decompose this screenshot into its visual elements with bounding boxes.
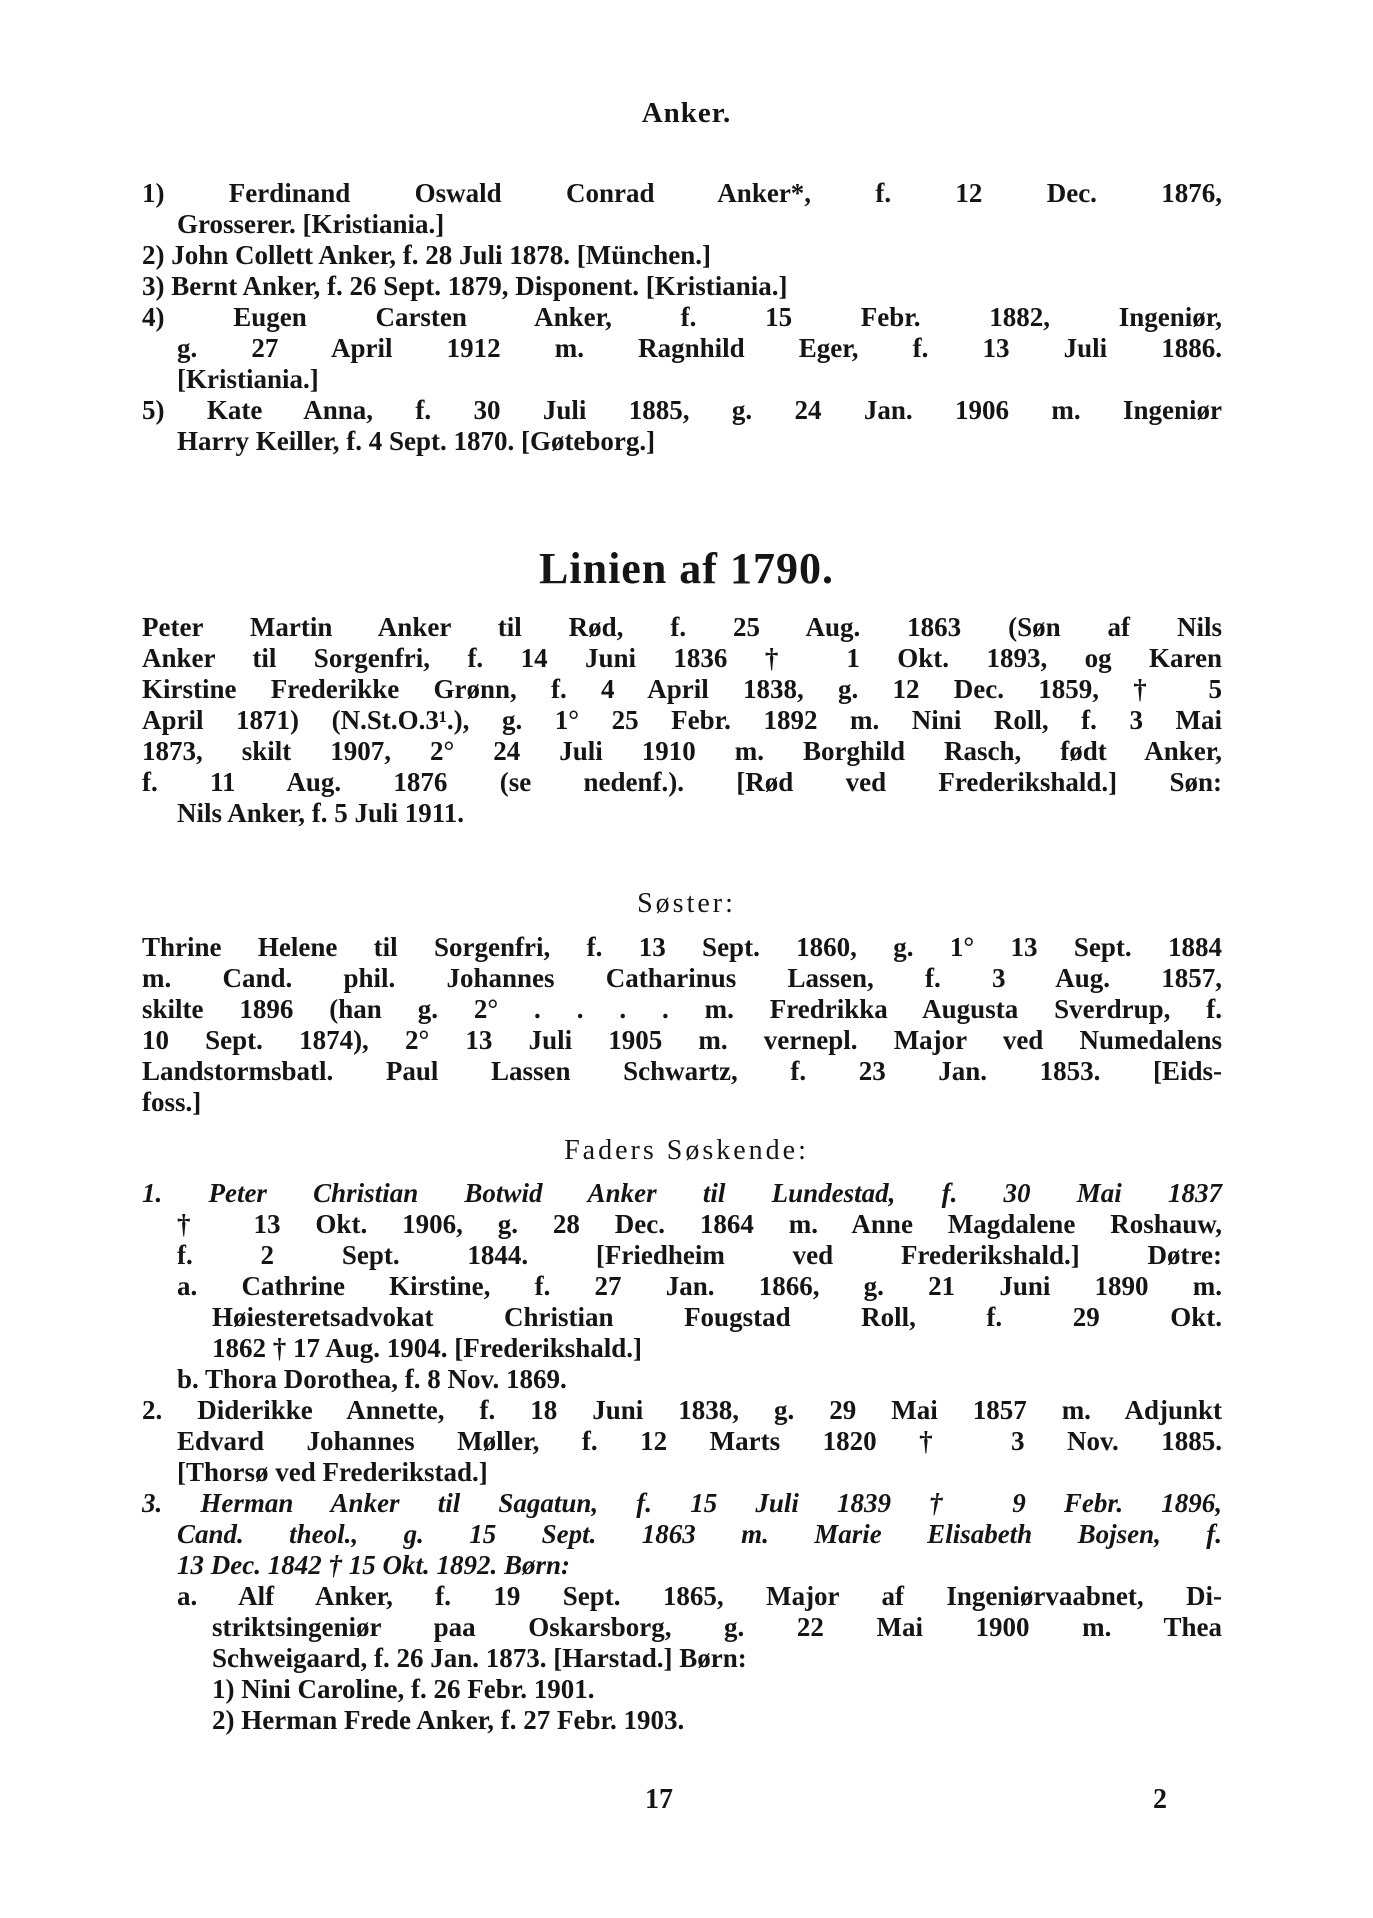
- child-entry-line: [Kristiania.]: [177, 364, 319, 394]
- soster-heading: Søster:: [637, 888, 736, 919]
- signature-mark: 2: [1153, 1784, 1167, 1815]
- main-entry-line: Kirstine Frederikke Grønn, f. 4 April 1838, g. 12 Dec. 1859, † 5: [142, 674, 1222, 704]
- page-number: 17: [645, 1784, 673, 1815]
- main-entry-line: Anker til Sorgenfri, f. 14 Juni 1836 † 1 Okt. 1893, og Karen: [142, 643, 1222, 673]
- fadersoskende-list: [142, 1178, 1222, 1736]
- sibling-line: 1862 † 17 Aug. 1904. [Frederikshald.]: [212, 1333, 643, 1363]
- sibling-line: 2. Diderikke Annette, f. 18 Juni 1838, g. 29 Mai 1857 m. Adjunkt: [142, 1395, 1222, 1425]
- page-header-title: Anker.: [641, 97, 732, 129]
- sibling-line: b. Thora Dorothea, f. 8 Nov. 1869.: [177, 1364, 567, 1394]
- main-entry: [142, 612, 1222, 829]
- sibling-line: a. Alf Anker, f. 19 Sept. 1865, Major af Ingeniørvaabnet, Di-: [177, 1581, 1222, 1611]
- child-entry-line: Grosserer. [Kristiania.]: [177, 209, 445, 239]
- main-entry-line: April 1871) (N.St.O.3¹.), g. 1° 25 Febr. 1892 m. Nini Roll, f. 3 Mai: [142, 705, 1222, 735]
- sibling-line: Cand. theol., g. 15 Sept. 1863 m. Marie Elisabeth Bojsen, f.: [177, 1519, 1222, 1549]
- soster-entry: [142, 932, 1222, 1118]
- sibling-line: Edvard Johannes Møller, f. 12 Marts 1820 † 3 Nov. 1885.: [177, 1426, 1222, 1456]
- sibling-line: a. Cathrine Kirstine, f. 27 Jan. 1866, g. 21 Juni 1890 m.: [177, 1271, 1222, 1301]
- child-entry-line: 2) John Collett Anker, f. 28 Juli 1878. [München.]: [142, 240, 712, 270]
- sibling-line: 1) Nini Caroline, f. 26 Febr. 1901.: [212, 1674, 595, 1704]
- sibling-line: 2) Herman Frede Anker, f. 27 Febr. 1903.: [212, 1705, 685, 1735]
- main-entry-line: 1873, skilt 1907, 2° 24 Juli 1910 m. Borghild Rasch, født Anker,: [142, 736, 1222, 766]
- main-entry-line: Nils Anker, f. 5 Juli 1911.: [177, 798, 465, 828]
- soster-line: Thrine Helene til Sorgenfri, f. 13 Sept. 1860, g. 1° 13 Sept. 1884: [142, 932, 1222, 962]
- child-entry-line: 1) Ferdinand Oswald Conrad Anker*, f. 12 Dec. 1876,: [142, 178, 1222, 208]
- sibling-line: [Thorsø ved Frederikstad.]: [177, 1457, 488, 1487]
- soster-line: foss.]: [142, 1087, 202, 1117]
- sibling-line: f. 2 Sept. 1844. [Friedheim ved Frederikshald.] Døtre:: [177, 1240, 1222, 1270]
- child-entry-line: g. 27 April 1912 m. Ragnhild Eger, f. 13 Juli 1886.: [177, 333, 1222, 363]
- child-entry-line: 3) Bernt Anker, f. 26 Sept. 1879, Disponent. [Kristiania.]: [142, 271, 788, 301]
- sibling-line: † 13 Okt. 1906, g. 28 Dec. 1864 m. Anne Magdalene Roshauw,: [177, 1209, 1222, 1239]
- sibling-line: 3. Herman Anker til Sagatun, f. 15 Juli 1839 † 9 Febr. 1896,: [142, 1488, 1222, 1518]
- sibling-line: Høiesteretsadvokat Christian Fougstad Roll, f. 29 Okt.: [212, 1302, 1222, 1332]
- sibling-line: Schweigaard, f. 26 Jan. 1873. [Harstad.] Børn:: [212, 1643, 747, 1673]
- soster-line: 10 Sept. 1874), 2° 13 Juli 1905 m. vernepl. Major ved Numedalens: [142, 1025, 1222, 1055]
- soster-line: Landstormsbatl. Paul Lassen Schwartz, f. 23 Jan. 1853. [Eids-: [142, 1056, 1222, 1086]
- main-entry-line: Peter Martin Anker til Rød, f. 25 Aug. 1863 (Søn af Nils: [142, 612, 1222, 642]
- soster-line: skilte 1896 (han g. 2° . . . . m. Fredrikka Augusta Sverdrup, f.: [142, 994, 1222, 1024]
- child-entry-line: Harry Keiller, f. 4 Sept. 1870. [Gøteborg.]: [177, 426, 656, 456]
- main-entry-line: f. 11 Aug. 1876 (se nedenf.). [Rød ved Frederikshald.] Søn:: [142, 767, 1222, 797]
- children-list: [142, 178, 1222, 457]
- child-entry-line: 4) Eugen Carsten Anker, f. 15 Febr. 1882, Ingeniør,: [142, 302, 1222, 332]
- sibling-line: 13 Dec. 1842 † 15 Okt. 1892. Børn:: [177, 1550, 570, 1580]
- sibling-line: 1. Peter Christian Botwid Anker til Lundestad, f. 30 Mai 1837: [142, 1178, 1222, 1208]
- child-entry-line: 5) Kate Anna, f. 30 Juli 1885, g. 24 Jan. 1906 m. Ingeniør: [142, 395, 1222, 425]
- section-title: Linien af 1790.: [539, 544, 834, 593]
- sibling-line: striktsingeniør paa Oskarsborg, g. 22 Mai 1900 m. Thea: [212, 1612, 1222, 1642]
- soster-line: m. Cand. phil. Johannes Catharinus Lassen, f. 3 Aug. 1857,: [142, 963, 1222, 993]
- fadersoskende-heading: Faders Søskende:: [564, 1135, 809, 1166]
